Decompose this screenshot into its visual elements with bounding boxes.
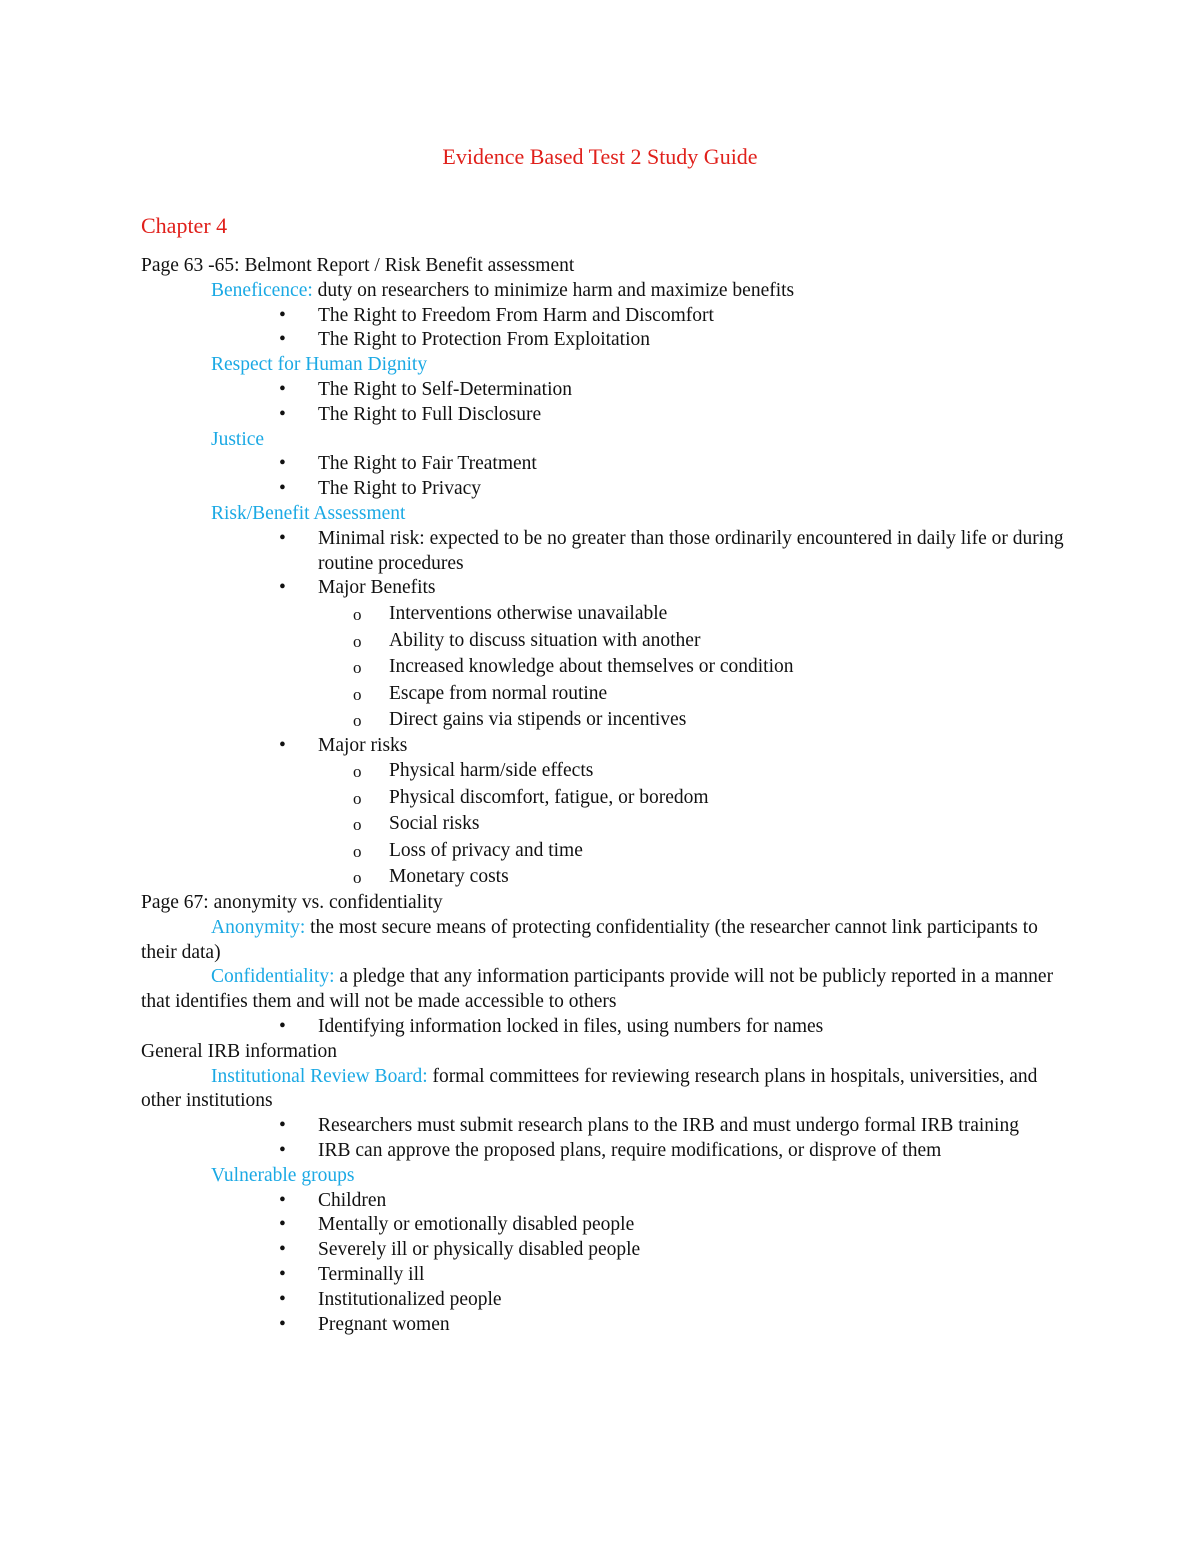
list-item-text: Terminally ill bbox=[318, 1263, 425, 1285]
list-item bbox=[277, 576, 1066, 733]
bullet-icon: • bbox=[279, 1189, 286, 1211]
list-item-text: Physical discomfort, fatigue, or boredom bbox=[389, 786, 709, 808]
circle-bullet-icon: o bbox=[353, 841, 362, 861]
circle-bullet-icon: o bbox=[353, 815, 362, 835]
term-confidentiality: Confidentiality: bbox=[211, 966, 335, 988]
irb-list bbox=[277, 1114, 1066, 1164]
list-item bbox=[277, 734, 1066, 891]
irb-line bbox=[141, 1065, 1066, 1115]
list-item-text: Interventions otherwise unavailable bbox=[389, 603, 668, 625]
sublist-item bbox=[351, 785, 1066, 812]
list-item-text: Children bbox=[318, 1189, 387, 1211]
section-heading-irb: General IRB information bbox=[141, 1040, 338, 1062]
sublist-item bbox=[351, 758, 1066, 785]
list-item-text: The Right to Protection From Exploitation bbox=[318, 329, 651, 351]
bullet-icon: • bbox=[279, 1239, 286, 1261]
benefits-sublist bbox=[351, 601, 1066, 734]
bullet-icon: • bbox=[279, 478, 286, 500]
list-item bbox=[277, 477, 1066, 502]
list-item-text: Direct gains via stipends or incentives bbox=[389, 709, 687, 731]
section-heading-belmont: Page 63 -65: Belmont Report / Risk Benefit assessment bbox=[141, 255, 575, 276]
bullet-icon: • bbox=[279, 329, 286, 351]
bullet-icon: • bbox=[279, 1139, 286, 1161]
circle-bullet-icon: o bbox=[353, 684, 362, 704]
circle-bullet-icon: o bbox=[353, 868, 362, 888]
circle-bullet-icon: o bbox=[353, 605, 362, 625]
definition-confidentiality: a pledge that any information participants provide will not be publicly reported in a manner that identifies them and will not be made accessible to others bbox=[141, 966, 1054, 1013]
list-item-text: Major risks bbox=[318, 734, 408, 756]
list-item bbox=[277, 1189, 1066, 1214]
bullet-icon: • bbox=[279, 304, 286, 326]
term-vulnerable-groups: Vulnerable groups bbox=[211, 1164, 355, 1186]
term-risk-benefit: Risk/Benefit Assessment bbox=[211, 502, 406, 524]
anonymity-line bbox=[141, 916, 1066, 966]
list-item-text: Researchers must submit research plans to the IRB and must undergo formal IRB training bbox=[318, 1115, 1019, 1137]
respect-list bbox=[277, 378, 1066, 428]
circle-bullet-icon: o bbox=[353, 762, 362, 782]
list-item-text: Social risks bbox=[389, 813, 480, 835]
risk-list bbox=[277, 527, 1066, 891]
list-item-text: Ability to discuss situation with another bbox=[389, 629, 701, 651]
vulnerable-list bbox=[277, 1189, 1066, 1338]
chapter-heading: Chapter 4 bbox=[141, 213, 228, 238]
bullet-icon: • bbox=[279, 378, 286, 400]
list-item bbox=[277, 1139, 1066, 1164]
bullet-icon: • bbox=[279, 577, 286, 599]
risk-line bbox=[141, 502, 1066, 527]
list-item-text: Institutionalized people bbox=[318, 1288, 502, 1310]
term-irb: Institutional Review Board: bbox=[211, 1065, 428, 1087]
circle-bullet-icon: o bbox=[353, 658, 362, 678]
list-item-text: The Right to Self-Determination bbox=[318, 378, 572, 400]
list-item-text: The Right to Fair Treatment bbox=[318, 453, 537, 475]
list-item bbox=[277, 328, 1066, 353]
list-item bbox=[277, 403, 1066, 428]
sublist-item bbox=[351, 654, 1066, 681]
bullet-icon: • bbox=[279, 734, 286, 756]
bullet-icon: • bbox=[279, 1288, 286, 1310]
confidentiality-list bbox=[277, 1015, 1066, 1040]
confidentiality-line bbox=[141, 965, 1066, 1015]
list-item bbox=[277, 1288, 1066, 1313]
bullet-icon: • bbox=[279, 1313, 286, 1335]
sublist-item bbox=[351, 681, 1066, 708]
beneficence-list bbox=[277, 304, 1066, 354]
bullet-icon: • bbox=[279, 453, 286, 475]
list-item-text: The Right to Privacy bbox=[318, 478, 482, 500]
list-item bbox=[277, 1015, 1066, 1040]
list-item-text: Identifying information locked in files, using numbers for names bbox=[318, 1015, 824, 1037]
respect-line bbox=[141, 353, 1066, 378]
sublist-item bbox=[351, 811, 1066, 838]
bullet-icon: • bbox=[279, 403, 286, 425]
definition-anonymity: the most secure means of protecting confidentiality (the researcher cannot link participants to their data) bbox=[141, 916, 1038, 963]
list-item bbox=[277, 304, 1066, 329]
justice-list bbox=[277, 452, 1066, 502]
list-item-text: Escape from normal routine bbox=[389, 682, 608, 704]
risks-sublist bbox=[351, 758, 1066, 891]
circle-bullet-icon: o bbox=[353, 788, 362, 808]
term-respect: Respect for Human Dignity bbox=[211, 354, 428, 376]
list-item bbox=[277, 452, 1066, 477]
term-beneficence: Beneficence: bbox=[211, 279, 313, 301]
list-item-text: Severely ill or physically disabled people bbox=[318, 1239, 641, 1261]
list-item bbox=[277, 1238, 1066, 1263]
list-item-text: IRB can approve the proposed plans, require modifications, or disprove of them bbox=[318, 1139, 942, 1161]
bullet-icon: • bbox=[279, 1263, 286, 1285]
bullet-icon: • bbox=[279, 1214, 286, 1236]
bullet-icon: • bbox=[279, 1015, 286, 1037]
bullet-icon: • bbox=[279, 1115, 286, 1137]
list-item-text: Monetary costs bbox=[389, 866, 509, 888]
section-heading-anonymity: Page 67: anonymity vs. confidentiality bbox=[141, 891, 443, 913]
sublist-item bbox=[351, 864, 1066, 891]
bullet-icon: • bbox=[279, 527, 286, 549]
definition-irb: formal committees for reviewing research plans in hospitals, universities, and other institutions bbox=[141, 1065, 1038, 1112]
list-item-text: The Right to Full Disclosure bbox=[318, 403, 542, 425]
vulnerable-line bbox=[141, 1164, 1066, 1189]
list-item-text: The Right to Freedom From Harm and Discomfort bbox=[318, 304, 714, 326]
list-item-text: Increased knowledge about themselves or condition bbox=[389, 656, 794, 678]
justice-line bbox=[141, 428, 1066, 453]
beneficence-line bbox=[141, 279, 1066, 304]
sublist-item bbox=[351, 601, 1066, 628]
list-item bbox=[277, 527, 1066, 577]
document-body bbox=[141, 254, 1066, 1337]
list-item-text: Physical harm/side effects bbox=[389, 760, 594, 782]
term-anonymity: Anonymity: bbox=[211, 916, 306, 938]
list-item-text: Pregnant women bbox=[318, 1313, 450, 1335]
circle-bullet-icon: o bbox=[353, 631, 362, 651]
list-item bbox=[277, 1114, 1066, 1139]
sublist-item bbox=[351, 707, 1066, 734]
document-title: Evidence Based Test 2 Study Guide bbox=[442, 144, 758, 169]
term-justice: Justice bbox=[211, 428, 265, 450]
list-item-text: Mentally or emotionally disabled people bbox=[318, 1214, 635, 1236]
sublist-item bbox=[351, 838, 1066, 865]
circle-bullet-icon: o bbox=[353, 711, 362, 731]
definition-beneficence: duty on researchers to minimize harm and maximize benefits bbox=[312, 279, 795, 301]
list-item-text: Major Benefits bbox=[318, 577, 436, 599]
list-item bbox=[277, 378, 1066, 403]
sublist-item bbox=[351, 628, 1066, 655]
list-item bbox=[277, 1313, 1066, 1338]
list-item bbox=[277, 1213, 1066, 1238]
list-item-text: Loss of privacy and time bbox=[389, 839, 583, 861]
list-item bbox=[277, 1263, 1066, 1288]
list-item-text: Minimal risk: expected to be no greater than those ordinarily encountered in daily life or during routine procedures bbox=[318, 527, 1064, 574]
